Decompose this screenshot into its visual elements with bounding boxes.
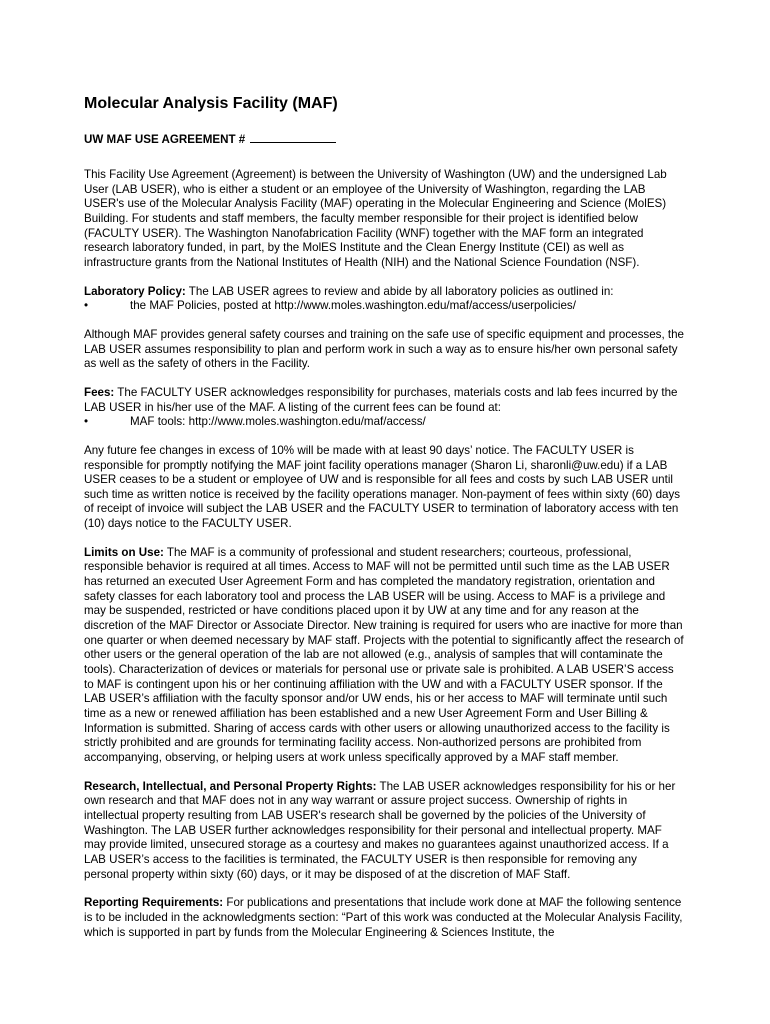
agreement-number-line [84, 132, 684, 147]
fees-text: The FACULTY USER acknowledges responsibility for purchases, materials costs and lab fees incurred by the LAB USER in his/her use of the MAF. A listing of the current fees can be found at: [84, 385, 678, 414]
limits-heading: Limits on Use: [84, 545, 164, 559]
property-heading: Research, Intellectual, and Personal Property Rights: [84, 779, 377, 793]
limits-paragraph [84, 546, 684, 766]
agreement-number-blank [250, 132, 336, 143]
limits-text: The MAF is a community of professional and student researchers; courteous, professional, responsible behavior is required at all times. Access to MAF will not be permitted until such time as the LAB USER has returned an executed User Agreement Form and has completed the mandatory registration, orientation and safety classes for each laboratory tool and process the LAB USER will be using. Access to MAF is a privilege and may be suspended, restricted or have conditions placed upon it by UW at any time and for any reason at the discretion of the MAF Director or Associate Director. New training is required for users who are inactive for more than one quarter or when deemed necessary by MAF staff. Projects with the potential to significantly affect the research of other users or the general operation of the lab are not allowed (e.g., analysis of samples that will contaminate the tools). Characterization of devices or materials for personal use or private sale is prohibited. A LAB USER’S access to MAF is contingent upon his or her continuing affiliation with the UW and with a FACULTY USER sponsor. If the LAB USER’s affiliation with the faculty sponsor and/or UW ends, his or her access to MAF will terminate until such time as a new or renewed affiliation has been established and a new User Agreement Form and User Billing & Information is submitted. Sharing of access cards with other users or allowing unauthorized access to the facility is strictly prohibited and are grounds for terminating facility access. Non-authorized persons are prohibited from accompanying, observing, or helping users at work unless specifically approved by a MAF staff member. [84, 545, 684, 764]
lab-policy-text: The LAB USER agrees to review and abide by all laboratory policies as outlined in: [185, 284, 614, 298]
fees-section [84, 386, 684, 430]
lab-policy-bullet [84, 299, 684, 314]
fee-changes-paragraph: Any future fee changes in excess of 10% will be made with at least 90 days’ notice. The FACULTY USER is responsible for promptly notifying the MAF joint facility operations manager (Sharon Li, sharonli@uw.edu) if a LAB USER ceases to be a student or employee of UW and is responsible for all fees and costs by such LAB USER until such time as written notice is received by the facility operations manager. Non-payment of fees within sixty (60) days of receipt of invoice will subject the LAB USER and the FACULTY USER to termination of laboratory access with ten (10) days notice to the FACULTY USER. [84, 443, 681, 531]
property-text: The LAB USER acknowledges responsibility for his or her own research and that MAF does not in any way warrant or assure project success. Ownership of rights in intellectual property resulting from LAB USER's research shall be governed by the policies of the University of Washington. The LAB USER further acknowledges responsibility for their personal and intellectual property. MAF may provide limited, unsecured storage as a courtesy and makes no guarantees against unauthorized access. If a LAB USER’s access to the facilities is terminated, the FACULTY USER is then responsible for removing any personal property within sixty (60) days, or it may be disposed of at the discretion of MAF Staff. [84, 779, 676, 881]
property-paragraph [84, 780, 684, 883]
agreement-number-label: UW MAF USE AGREEMENT # [84, 133, 246, 146]
reporting-paragraph [84, 896, 684, 940]
lab-policy-section [84, 285, 684, 314]
page-title: Molecular Analysis Facility (MAF) [84, 95, 338, 112]
intro-paragraph: This Facility Use Agreement (Agreement) is between the University of Washington (UW) and the undersigned Lab User (LAB USER), who is either a student or an employee of the University of Washington, regarding the LAB USER's use of the Molecular Analysis Facility (MAF) operating in the Molecular Engineering and Science (MolES) Building. For students and staff members, the faculty member responsible for their project is identified below (FACULTY USER). The Washington Nanofabrication Facility (WNF) together with the MAF form an integrated research laboratory funded, in part, by the MolES Institute and the Clean Energy Institute (CEI) as well as infrastructure grants from the National Institutes of Health (NIH) and the National Science Foundation (NSF). [84, 168, 667, 269]
fees-bullet-text: MAF tools: http://www.moles.washington.edu/maf/access/ [130, 415, 426, 429]
lab-policy-paragraph [84, 285, 684, 300]
reporting-heading: Reporting Requirements: [84, 896, 224, 910]
lab-policy-bullet-text: the MAF Policies, posted at http://www.moles.washington.edu/maf/access/userpolicies/ [130, 299, 576, 313]
reporting-text: For publications and presentations that include work done at MAF the following sentence is to be included in the acknowledgments section: “Part of this work was conducted at the Molecular Analysis Facility, which is supported in part by funds from the Molecular Engineering & Sciences Institute, the [84, 896, 683, 939]
lab-policy-heading: Laboratory Policy: [84, 284, 186, 298]
safety-paragraph: Although MAF provides general safety courses and training on the safe use of specific equipment and processes, the LAB USER assumes responsibility to plan and perform work in such a way as to ensure his/her own personal safety as well as the safety of others in the Facility. [84, 327, 685, 371]
fees-bullet [84, 415, 684, 430]
fees-paragraph [84, 386, 684, 415]
bullet-icon: • [84, 299, 89, 313]
fees-heading: Fees: [84, 385, 115, 399]
bullet-icon: • [84, 415, 89, 429]
